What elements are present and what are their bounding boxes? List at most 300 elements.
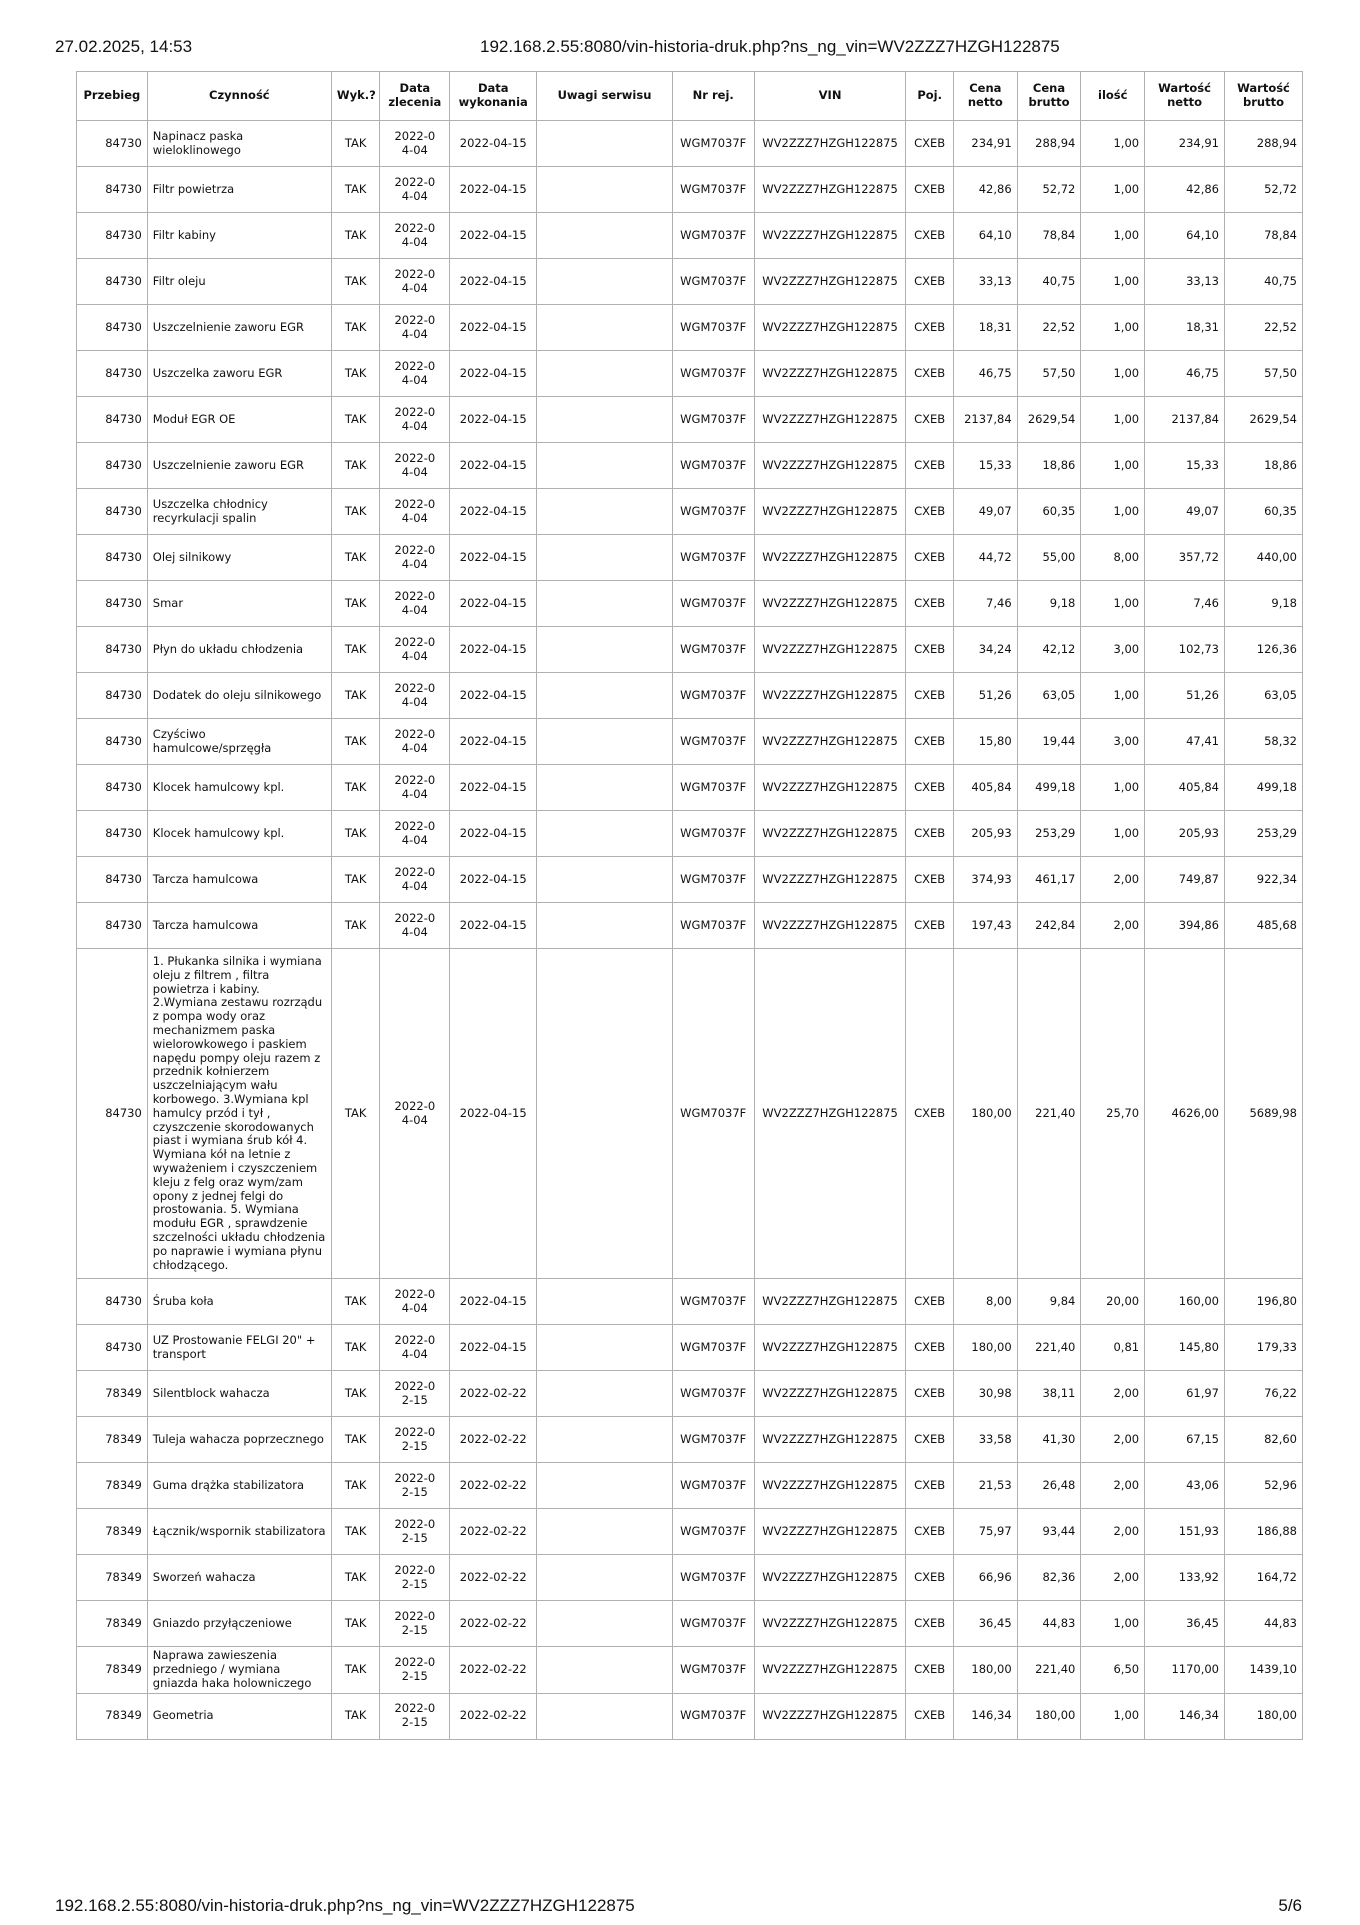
cell-unit-price-gross: 18,86 [1017, 443, 1081, 489]
cell-activity: Płyn do układu chłodzenia [147, 627, 331, 673]
cell-unit-price-net: 180,00 [953, 949, 1017, 1279]
cell-completion-date: 2022-04-15 [450, 121, 537, 167]
cell-engine: CXEB [906, 213, 954, 259]
cell-unit-price-gross: 60,35 [1017, 489, 1081, 535]
cell-vin: WV2ZZZ7HZGH122875 [754, 443, 906, 489]
cell-service-notes [537, 1279, 673, 1325]
cell-order-date [380, 1279, 450, 1325]
cell-quantity: 1,00 [1081, 351, 1145, 397]
cell-order-date [380, 305, 450, 351]
cell-service-notes [537, 1693, 673, 1739]
cell-order-date [380, 1371, 450, 1417]
cell-value-gross: 82,60 [1225, 1417, 1303, 1463]
cell-engine: CXEB [906, 1417, 954, 1463]
cell-quantity: 1,00 [1081, 811, 1145, 857]
cell-done: TAK [331, 489, 380, 535]
cell-service-notes [537, 259, 673, 305]
cell-unit-price-gross: 40,75 [1017, 259, 1081, 305]
cell-value-gross: 63,05 [1225, 673, 1303, 719]
cell-unit-price-gross: 242,84 [1017, 903, 1081, 949]
cell-order-date [380, 351, 450, 397]
cell-vin: WV2ZZZ7HZGH122875 [754, 535, 906, 581]
table-row [77, 1509, 1303, 1555]
cell-value-net: 4626,00 [1145, 949, 1225, 1279]
cell-engine: CXEB [906, 627, 954, 673]
cell-value-net: 146,34 [1145, 1693, 1225, 1739]
cell-completion-date: 2022-04-15 [450, 351, 537, 397]
cell-vin: WV2ZZZ7HZGH122875 [754, 305, 906, 351]
cell-mileage: 84730 [77, 121, 148, 167]
cell-value-net: 160,00 [1145, 1279, 1225, 1325]
cell-unit-price-net: 51,26 [953, 673, 1017, 719]
column-header-quantity: ilość [1081, 72, 1145, 121]
cell-unit-price-net: 42,86 [953, 167, 1017, 213]
column-header-done: Wyk.? [331, 72, 380, 121]
cell-order-date [380, 903, 450, 949]
cell-value-net: 15,33 [1145, 443, 1225, 489]
order-date-text: 2022-04-04 [394, 358, 436, 387]
cell-mileage: 78349 [77, 1555, 148, 1601]
cell-quantity: 2,00 [1081, 1371, 1145, 1417]
cell-vin: WV2ZZZ7HZGH122875 [754, 1279, 906, 1325]
cell-activity: Uszczelnienie zaworu EGR [147, 443, 331, 489]
cell-done: TAK [331, 1693, 380, 1739]
print-datetime: 27.02.2025, 14:53 [55, 37, 193, 56]
cell-vin: WV2ZZZ7HZGH122875 [754, 259, 906, 305]
order-date-text: 2022-04-04 [394, 680, 436, 709]
cell-completion-date: 2022-04-15 [450, 627, 537, 673]
order-date-text: 2022-02-15 [394, 1379, 436, 1407]
table-body [77, 121, 1303, 1740]
cell-engine: CXEB [906, 351, 954, 397]
cell-activity: Sworzeń wahacza [147, 1555, 331, 1601]
cell-unit-price-gross: 461,17 [1017, 857, 1081, 903]
cell-activity: Silentblock wahacza [147, 1371, 331, 1417]
order-date-text: 2022-04-04 [394, 910, 436, 939]
cell-unit-price-net: 30,98 [953, 1371, 1017, 1417]
cell-unit-price-gross: 180,00 [1017, 1693, 1081, 1739]
cell-done: TAK [331, 397, 380, 443]
cell-done: TAK [331, 811, 380, 857]
cell-value-gross: 9,18 [1225, 581, 1303, 627]
cell-value-gross: 22,52 [1225, 305, 1303, 351]
cell-value-gross: 485,68 [1225, 903, 1303, 949]
column-header-registration: Nr rej. [672, 72, 754, 121]
cell-registration: WGM7037F [672, 397, 754, 443]
cell-quantity: 1,00 [1081, 167, 1145, 213]
table-row [77, 1371, 1303, 1417]
cell-activity: Śruba koła [147, 1279, 331, 1325]
column-header-vin: VIN [754, 72, 906, 121]
order-date-text: 2022-04-04 [394, 542, 436, 571]
cell-order-date [380, 397, 450, 443]
cell-engine: CXEB [906, 811, 954, 857]
cell-completion-date: 2022-04-15 [450, 167, 537, 213]
cell-registration: WGM7037F [672, 443, 754, 489]
cell-unit-price-net: 146,34 [953, 1693, 1017, 1739]
cell-order-date [380, 949, 450, 1279]
table-row [77, 1601, 1303, 1647]
cell-vin: WV2ZZZ7HZGH122875 [754, 673, 906, 719]
order-date-text: 2022-02-15 [394, 1609, 436, 1637]
cell-vin: WV2ZZZ7HZGH122875 [754, 1555, 906, 1601]
cell-quantity: 1,00 [1081, 213, 1145, 259]
cell-unit-price-net: 180,00 [953, 1325, 1017, 1371]
cell-activity: Klocek hamulcowy kpl. [147, 765, 331, 811]
cell-registration: WGM7037F [672, 1647, 754, 1693]
cell-quantity: 1,00 [1081, 397, 1145, 443]
column-header-activity: Czynność [147, 72, 331, 121]
order-date-text: 2022-02-15 [394, 1517, 436, 1545]
cell-mileage: 84730 [77, 489, 148, 535]
cell-registration: WGM7037F [672, 1463, 754, 1509]
cell-quantity: 2,00 [1081, 1509, 1145, 1555]
cell-value-net: 205,93 [1145, 811, 1225, 857]
cell-order-date [380, 627, 450, 673]
cell-vin: WV2ZZZ7HZGH122875 [754, 719, 906, 765]
cell-value-net: 405,84 [1145, 765, 1225, 811]
cell-value-gross: 60,35 [1225, 489, 1303, 535]
cell-value-gross: 288,94 [1225, 121, 1303, 167]
cell-completion-date: 2022-04-15 [450, 305, 537, 351]
cell-mileage: 84730 [77, 535, 148, 581]
cell-value-net: 43,06 [1145, 1463, 1225, 1509]
cell-engine: CXEB [906, 903, 954, 949]
cell-engine: CXEB [906, 673, 954, 719]
table-row [77, 1279, 1303, 1325]
cell-service-notes [537, 167, 673, 213]
order-date-text: 2022-04-04 [394, 128, 436, 157]
cell-vin: WV2ZZZ7HZGH122875 [754, 1601, 906, 1647]
cell-done: TAK [331, 259, 380, 305]
cell-value-gross: 76,22 [1225, 1371, 1303, 1417]
cell-done: TAK [331, 213, 380, 259]
cell-activity: Filtr kabiny [147, 213, 331, 259]
cell-value-gross: 179,33 [1225, 1325, 1303, 1371]
cell-registration: WGM7037F [672, 1693, 754, 1739]
cell-service-notes [537, 1371, 673, 1417]
cell-order-date [380, 259, 450, 305]
cell-completion-date: 2022-02-22 [450, 1647, 537, 1693]
cell-activity: Napinacz paska wieloklinowego [147, 121, 331, 167]
cell-service-notes [537, 765, 673, 811]
cell-order-date [380, 581, 450, 627]
cell-unit-price-gross: 44,83 [1017, 1601, 1081, 1647]
cell-unit-price-net: 33,13 [953, 259, 1017, 305]
cell-engine: CXEB [906, 1601, 954, 1647]
cell-value-net: 102,73 [1145, 627, 1225, 673]
cell-value-gross: 2629,54 [1225, 397, 1303, 443]
cell-order-date [380, 673, 450, 719]
order-date-text: 2022-04-04 [394, 1287, 436, 1315]
cell-completion-date: 2022-04-15 [450, 397, 537, 443]
cell-engine: CXEB [906, 1647, 954, 1693]
cell-engine: CXEB [906, 1555, 954, 1601]
cell-value-gross: 57,50 [1225, 351, 1303, 397]
cell-done: TAK [331, 1325, 380, 1371]
cell-service-notes [537, 397, 673, 443]
cell-value-net: 47,41 [1145, 719, 1225, 765]
cell-mileage: 84730 [77, 351, 148, 397]
cell-activity: Uszczelnienie zaworu EGR [147, 305, 331, 351]
cell-unit-price-gross: 22,52 [1017, 305, 1081, 351]
cell-vin: WV2ZZZ7HZGH122875 [754, 1463, 906, 1509]
cell-value-gross: 180,00 [1225, 1693, 1303, 1739]
column-header-mileage: Przebieg [77, 72, 148, 121]
cell-service-notes [537, 351, 673, 397]
table-row [77, 949, 1303, 1279]
cell-done: TAK [331, 535, 380, 581]
cell-vin: WV2ZZZ7HZGH122875 [754, 1693, 906, 1739]
table-row [77, 719, 1303, 765]
cell-activity: Guma drążka stabilizatora [147, 1463, 331, 1509]
cell-vin: WV2ZZZ7HZGH122875 [754, 857, 906, 903]
table-row [77, 627, 1303, 673]
cell-done: TAK [331, 903, 380, 949]
cell-value-gross: 440,00 [1225, 535, 1303, 581]
cell-vin: WV2ZZZ7HZGH122875 [754, 1417, 906, 1463]
cell-done: TAK [331, 1371, 380, 1417]
cell-quantity: 1,00 [1081, 1601, 1145, 1647]
cell-order-date [380, 1463, 450, 1509]
cell-vin: WV2ZZZ7HZGH122875 [754, 213, 906, 259]
cell-unit-price-net: 2137,84 [953, 397, 1017, 443]
cell-unit-price-gross: 19,44 [1017, 719, 1081, 765]
cell-unit-price-net: 33,58 [953, 1417, 1017, 1463]
table-row [77, 1463, 1303, 1509]
cell-completion-date: 2022-04-15 [450, 1325, 537, 1371]
cell-unit-price-net: 15,33 [953, 443, 1017, 489]
cell-completion-date: 2022-02-22 [450, 1555, 537, 1601]
cell-completion-date: 2022-04-15 [450, 581, 537, 627]
cell-registration: WGM7037F [672, 1555, 754, 1601]
cell-mileage: 84730 [77, 673, 148, 719]
cell-value-net: 64,10 [1145, 213, 1225, 259]
table-row [77, 443, 1303, 489]
column-header-unit-price-gross: Cena brutto [1017, 72, 1081, 121]
cell-mileage: 84730 [77, 811, 148, 857]
cell-completion-date: 2022-04-15 [450, 1279, 537, 1325]
cell-value-net: 49,07 [1145, 489, 1225, 535]
cell-mileage: 84730 [77, 167, 148, 213]
cell-unit-price-net: 374,93 [953, 857, 1017, 903]
cell-done: TAK [331, 627, 380, 673]
cell-value-gross: 78,84 [1225, 213, 1303, 259]
cell-value-gross: 186,88 [1225, 1509, 1303, 1555]
order-date-text: 2022-02-15 [394, 1425, 436, 1453]
cell-completion-date: 2022-04-15 [450, 443, 537, 489]
cell-unit-price-net: 36,45 [953, 1601, 1017, 1647]
cell-order-date [380, 167, 450, 213]
cell-done: TAK [331, 1463, 380, 1509]
cell-mileage: 84730 [77, 949, 148, 1279]
cell-mileage: 84730 [77, 259, 148, 305]
cell-vin: WV2ZZZ7HZGH122875 [754, 489, 906, 535]
cell-registration: WGM7037F [672, 1371, 754, 1417]
cell-unit-price-gross: 52,72 [1017, 167, 1081, 213]
table-row [77, 259, 1303, 305]
cell-activity: 1. Płukanka silnika i wymiana oleju z filtrem , filtra powietrza i kabiny. 2.Wymiana zestawu rozrządu z pompa wody oraz mechanizmem paska wielorowkowego i paskiem napędu pompy oleju razem z przednik kołnierzem uszczelniającym wału korbowego. 3.Wymiana kpl hamulcy przód i tył , czyszczenie skorodowanych piast i wymiana śrub kół 4. Wymiana kół na letnie z wyważeniem i czyszczeniem kleju z felg oraz wym/zam opony z jednej felgi do prostowania. 5. Wymiana modułu EGR , sprawdzenie szczelności układu chłodzenia po naprawie i wymiana płynu chłodzącego. [147, 949, 331, 1279]
cell-mileage: 84730 [77, 1325, 148, 1371]
cell-mileage: 84730 [77, 1279, 148, 1325]
cell-order-date [380, 121, 450, 167]
cell-activity: Smar [147, 581, 331, 627]
cell-mileage: 84730 [77, 719, 148, 765]
vehicle-history-table [76, 71, 1303, 1740]
cell-quantity: 1,00 [1081, 305, 1145, 351]
cell-registration: WGM7037F [672, 167, 754, 213]
cell-unit-price-gross: 38,11 [1017, 1371, 1081, 1417]
cell-value-gross: 58,32 [1225, 719, 1303, 765]
cell-engine: CXEB [906, 121, 954, 167]
cell-quantity: 1,00 [1081, 121, 1145, 167]
cell-value-net: 1170,00 [1145, 1647, 1225, 1693]
cell-engine: CXEB [906, 305, 954, 351]
order-date-text: 2022-04-04 [394, 1333, 436, 1361]
cell-registration: WGM7037F [672, 673, 754, 719]
cell-activity: Naprawa zawieszenia przedniego / wymiana gniazda haka holowniczego [147, 1647, 331, 1693]
order-date-text: 2022-04-04 [394, 220, 436, 249]
cell-done: TAK [331, 765, 380, 811]
cell-value-gross: 52,72 [1225, 167, 1303, 213]
table-row [77, 903, 1303, 949]
cell-order-date [380, 1601, 450, 1647]
cell-value-net: 133,92 [1145, 1555, 1225, 1601]
cell-completion-date: 2022-04-15 [450, 811, 537, 857]
cell-done: TAK [331, 949, 380, 1279]
cell-mileage: 84730 [77, 627, 148, 673]
cell-value-net: 357,72 [1145, 535, 1225, 581]
cell-service-notes [537, 1325, 673, 1371]
cell-completion-date: 2022-04-15 [450, 765, 537, 811]
cell-vin: WV2ZZZ7HZGH122875 [754, 765, 906, 811]
order-date-text: 2022-04-04 [394, 404, 436, 433]
table-row [77, 1325, 1303, 1371]
table-row [77, 811, 1303, 857]
cell-engine: CXEB [906, 949, 954, 1279]
cell-completion-date: 2022-04-15 [450, 489, 537, 535]
order-date-text: 2022-02-15 [394, 1701, 436, 1730]
table-row [77, 1555, 1303, 1601]
cell-unit-price-gross: 221,40 [1017, 1647, 1081, 1693]
cell-unit-price-net: 75,97 [953, 1509, 1017, 1555]
cell-completion-date: 2022-02-22 [450, 1509, 537, 1555]
cell-quantity: 1,00 [1081, 765, 1145, 811]
cell-done: TAK [331, 121, 380, 167]
cell-value-gross: 164,72 [1225, 1555, 1303, 1601]
table-header-row [77, 72, 1303, 121]
cell-unit-price-gross: 288,94 [1017, 121, 1081, 167]
cell-quantity: 2,00 [1081, 1417, 1145, 1463]
table-row [77, 1693, 1303, 1739]
cell-completion-date: 2022-04-15 [450, 259, 537, 305]
cell-mileage: 84730 [77, 765, 148, 811]
cell-completion-date: 2022-02-22 [450, 1601, 537, 1647]
cell-quantity: 2,00 [1081, 1555, 1145, 1601]
column-header-value-net: Wartość netto [1145, 72, 1225, 121]
cell-value-net: 33,13 [1145, 259, 1225, 305]
cell-done: TAK [331, 1601, 380, 1647]
cell-service-notes [537, 811, 673, 857]
cell-vin: WV2ZZZ7HZGH122875 [754, 1509, 906, 1555]
cell-value-gross: 52,96 [1225, 1463, 1303, 1509]
cell-registration: WGM7037F [672, 1279, 754, 1325]
cell-unit-price-net: 234,91 [953, 121, 1017, 167]
cell-order-date [380, 443, 450, 489]
cell-registration: WGM7037F [672, 489, 754, 535]
cell-completion-date: 2022-02-22 [450, 1371, 537, 1417]
cell-activity: Geometria [147, 1693, 331, 1739]
cell-registration: WGM7037F [672, 903, 754, 949]
cell-vin: WV2ZZZ7HZGH122875 [754, 121, 906, 167]
table-row [77, 857, 1303, 903]
cell-value-gross: 40,75 [1225, 259, 1303, 305]
cell-unit-price-gross: 2629,54 [1017, 397, 1081, 443]
table-row [77, 1647, 1303, 1693]
cell-value-gross: 499,18 [1225, 765, 1303, 811]
cell-service-notes [537, 857, 673, 903]
cell-quantity: 1,00 [1081, 489, 1145, 535]
cell-value-gross: 1439,10 [1225, 1647, 1303, 1693]
table-row [77, 121, 1303, 167]
cell-unit-price-net: 205,93 [953, 811, 1017, 857]
cell-service-notes [537, 1647, 673, 1693]
cell-activity: Tarcza hamulcowa [147, 857, 331, 903]
cell-service-notes [537, 305, 673, 351]
cell-order-date [380, 719, 450, 765]
order-date-text: 2022-04-04 [394, 1098, 436, 1127]
cell-service-notes [537, 1417, 673, 1463]
cell-activity: Uszczelka zaworu EGR [147, 351, 331, 397]
cell-unit-price-net: 34,24 [953, 627, 1017, 673]
cell-service-notes [537, 213, 673, 259]
print-url-footer: 192.168.2.55:8080/vin-historia-druk.php?ns_ng_vin=WV2ZZZ7HZGH122875 [55, 1896, 635, 1915]
cell-value-gross: 253,29 [1225, 811, 1303, 857]
cell-unit-price-gross: 82,36 [1017, 1555, 1081, 1601]
cell-quantity: 2,00 [1081, 1463, 1145, 1509]
cell-engine: CXEB [906, 1371, 954, 1417]
cell-order-date [380, 1325, 450, 1371]
cell-value-net: 42,86 [1145, 167, 1225, 213]
cell-unit-price-net: 18,31 [953, 305, 1017, 351]
order-date-text: 2022-04-04 [394, 726, 436, 755]
cell-done: TAK [331, 351, 380, 397]
cell-mileage: 84730 [77, 857, 148, 903]
cell-vin: WV2ZZZ7HZGH122875 [754, 811, 906, 857]
cell-registration: WGM7037F [672, 259, 754, 305]
cell-unit-price-net: 15,80 [953, 719, 1017, 765]
order-date-text: 2022-04-04 [394, 174, 436, 203]
table-row [77, 167, 1303, 213]
cell-vin: WV2ZZZ7HZGH122875 [754, 949, 906, 1279]
cell-order-date [380, 765, 450, 811]
cell-value-net: 18,31 [1145, 305, 1225, 351]
cell-unit-price-gross: 221,40 [1017, 1325, 1081, 1371]
cell-value-net: 51,26 [1145, 673, 1225, 719]
cell-mileage: 78349 [77, 1463, 148, 1509]
cell-service-notes [537, 489, 673, 535]
cell-order-date [380, 1555, 450, 1601]
cell-engine: CXEB [906, 1279, 954, 1325]
cell-value-net: 46,75 [1145, 351, 1225, 397]
order-date-text: 2022-04-04 [394, 772, 436, 801]
cell-engine: CXEB [906, 259, 954, 305]
cell-engine: CXEB [906, 535, 954, 581]
cell-mileage: 84730 [77, 397, 148, 443]
cell-registration: WGM7037F [672, 351, 754, 397]
cell-done: TAK [331, 167, 380, 213]
cell-value-net: 36,45 [1145, 1601, 1225, 1647]
